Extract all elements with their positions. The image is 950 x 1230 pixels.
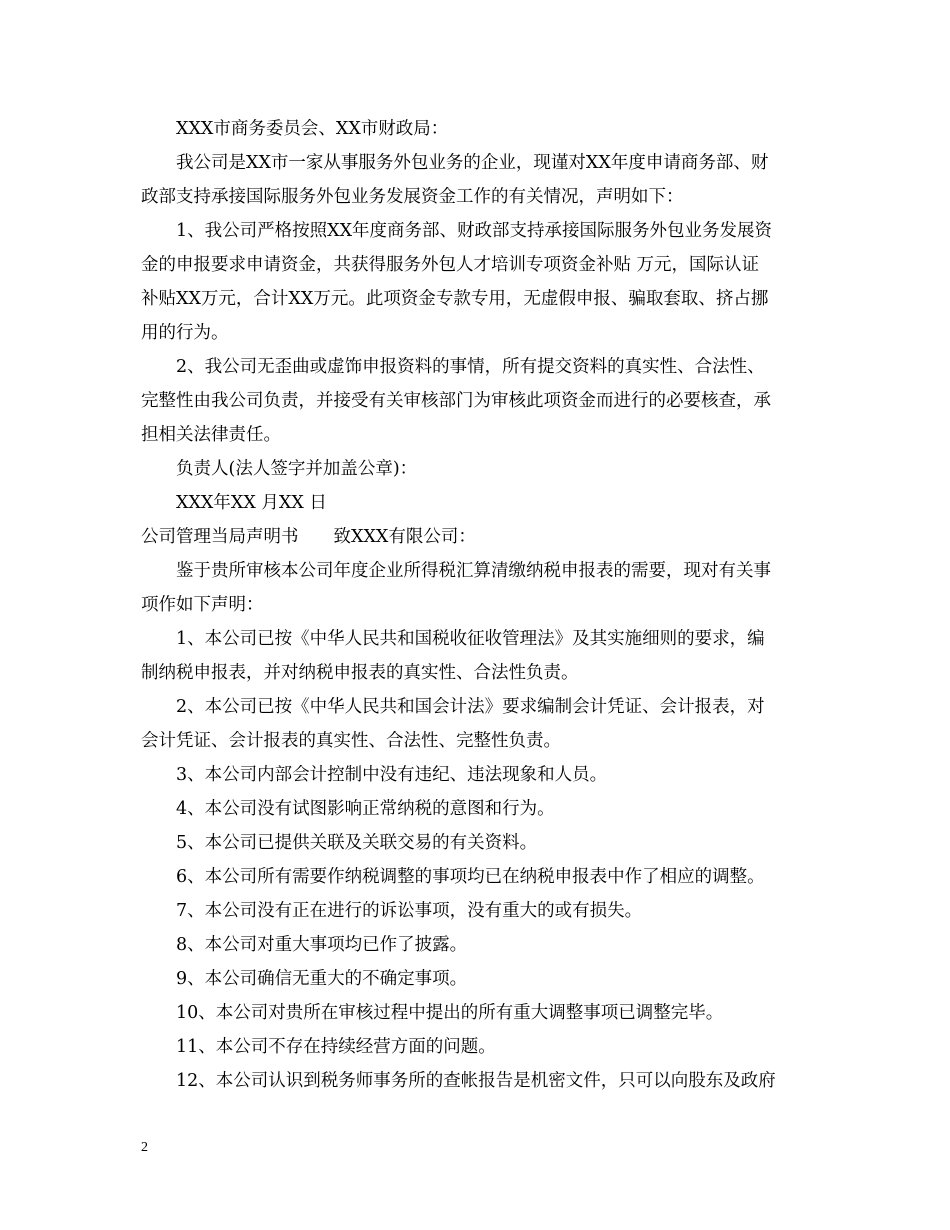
- paragraph-line: 2、我公司无歪曲或虚饰申报资料的事情，所有提交资料的真实性、合法性、: [176, 357, 765, 377]
- paragraph-line: 政部支持承接国际服务外包业务发展资金工作的有关情况，声明如下：: [141, 187, 684, 207]
- paragraph-line: 完整性由我公司负责，并接受有关审核部门为审核此项资金而进行的必要核查，承: [141, 391, 771, 411]
- list-item: 8、本公司对重大事项均已作了披露。: [176, 935, 468, 955]
- paragraph-line: 我公司是XX市一家从事服务外包业务的企业，现谨对XX年度申请商务部、财: [176, 153, 769, 173]
- paragraph-line: 担相关法律责任。: [141, 425, 281, 445]
- document-body: [141, 112, 811, 1098]
- paragraph-line: 会计凭证、会计报表的真实性、合法性、完整性负责。: [141, 731, 561, 751]
- page-number: 2: [141, 1140, 148, 1155]
- paragraph-line: 1、本公司已按《中华人民共和国税收征收管理法》及其实施细则的要求，编: [176, 629, 765, 649]
- list-item: 6、本公司所有需要作纳税调整的事项均已在纳税申报表中作了相应的调整。: [176, 867, 765, 887]
- list-item: 7、本公司没有正在进行的诉讼事项，没有重大的或有损失。: [176, 901, 643, 921]
- paragraph-line: 2、本公司已按《中华人民共和国会计法》要求编制会计凭证、会计报表，对: [176, 697, 765, 717]
- paragraph-line: 金的申报要求申请资金，共获得服务外包人才培训专项资金补贴 万元，国际认证: [141, 255, 760, 275]
- section-heading: 公司管理当局声明书 致XXX有限公司：: [141, 527, 476, 547]
- list-item: 3、本公司内部会计控制中没有违纪、违法现象和人员。: [176, 765, 608, 785]
- list-item: 11、本公司不存在持续经营方面的问题。: [176, 1037, 496, 1057]
- salutation-line: XXX市商务委员会、XX市财政局：: [176, 119, 449, 139]
- paragraph-line: 1、我公司严格按照XX年度商务部、财政部支持承接国际服务外包业务发展资: [176, 221, 773, 241]
- paragraph-line: 补贴XX万元，合计XX万元。此项资金专款专用，无虚假申报、骗取套取、挤占挪: [141, 289, 769, 309]
- paragraph-line: 制纳税申报表，并对纳税申报表的真实性、合法性负责。: [141, 663, 579, 683]
- list-item: 5、本公司已提供关联及关联交易的有关资料。: [176, 833, 538, 853]
- list-item: 10、本公司对贵所在审核过程中提出的所有重大调整事项已调整完毕。: [176, 1003, 724, 1023]
- paragraph-line: 项作如下声明：: [141, 595, 264, 615]
- list-item: 9、本公司确信无重大的不确定事项。: [176, 969, 468, 989]
- signature-label: 负责人(法人签字并加盖公章)：: [176, 459, 418, 479]
- paragraph-line: 鉴于贵所审核本公司年度企业所得税汇算清缴纳税申报表的需要，现对有关事: [176, 561, 771, 581]
- date-line: XXX年XX 月XX 日: [176, 493, 327, 513]
- paragraph-line: 用的行为。: [141, 323, 229, 343]
- list-item: 4、本公司没有试图影响正常纳税的意图和行为。: [176, 799, 555, 819]
- list-item: 12、本公司认识到税务师事务所的查帐报告是机密文件，只可以向股东及政府: [176, 1071, 776, 1091]
